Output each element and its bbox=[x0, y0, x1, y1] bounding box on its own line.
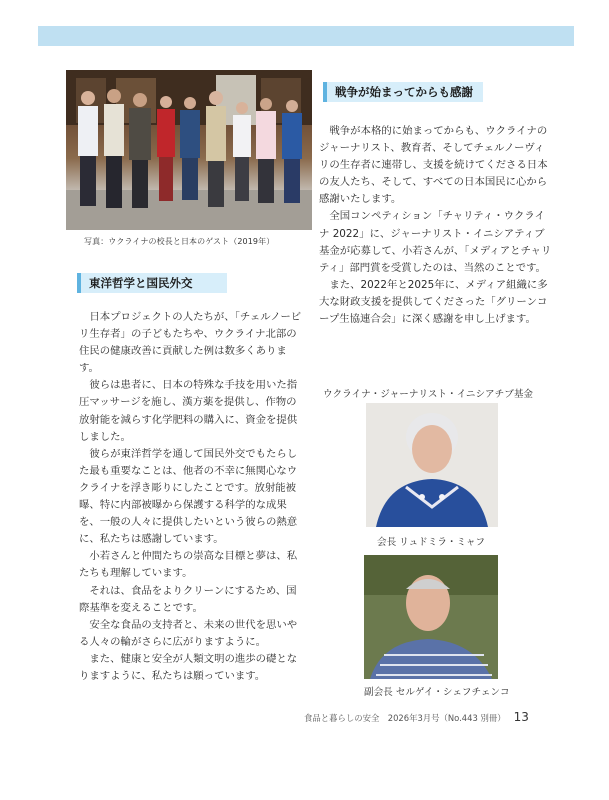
paragraph: 彼らが東洋哲学を通して国民外交でもたらした最も重要なことは、他者の不幸に無関心なウクライナを浮き彫りにしたことです。放射能被曝、特に内部被曝から保護する科学的な成果を、一般の人々に提供したいという彼らの熱意に、私たちは感謝しています。 bbox=[79, 447, 298, 546]
portrait-president-caption: 会長 リュドミラ・ミャフ bbox=[377, 537, 486, 548]
portrait-president bbox=[366, 403, 498, 527]
left-column-text bbox=[79, 309, 305, 685]
paragraph: 戦争が本格的に始まってからも、ウクライナのジャーナリスト、教育者、そしてチェルノーヴィリの生存者に連帯し、支援を続けてくださる日本の友人たち、そして、すべての日本国民に心から感謝いたします。 bbox=[319, 125, 548, 206]
paragraph: また、健康と安全が人類文明の進歩の礎となりますように、私たちは願っています。 bbox=[79, 652, 298, 682]
organization-name: ウクライナ・ジャーナリスト・イニシアチブ基金 bbox=[323, 389, 534, 400]
header-band bbox=[38, 26, 574, 46]
page-number: 13 bbox=[513, 710, 529, 724]
group-photo-illustration bbox=[66, 70, 312, 230]
group-photo bbox=[66, 70, 312, 230]
section-heading-eastern-philosophy: 東洋哲学と国民外交 bbox=[77, 273, 227, 293]
section-heading-gratitude: 戦争が始まってからも感謝 bbox=[323, 82, 483, 102]
paragraph: また、2022年と2025年に、メディア組織に多大な財政支援を提供してくださった「グリーンコープ生協連合会」に深く感謝を申し上げます。 bbox=[319, 278, 548, 326]
paragraph: 日本プロジェクトの人たちが、「チェルノービリ生存者」の子どもたちや、ウクライナ北部の住民の健康改善に貢献した例は数多くあります。 bbox=[79, 311, 302, 375]
portrait-vice-president-caption: 副会長 セルゲイ・シェフチェンコ bbox=[364, 687, 510, 698]
portrait-vice-president bbox=[364, 555, 498, 679]
photo-caption: 写真：ウクライナの校長と日本のゲスト（2019年） bbox=[84, 237, 275, 246]
paragraph: 全国コンペティション「チャリティ・ウクライナ 2022」に、ジャーナリスト・イニシアティブ基金が応募して、小若さんが、「メディアとチャリティ」部門賞を受賞したのは、当然のことです。 bbox=[319, 210, 552, 274]
page-footer bbox=[304, 710, 544, 724]
paragraph: それは、食品をよりクリーンにするため、国際基準を変えることです。 bbox=[79, 584, 297, 614]
right-column-text bbox=[319, 123, 553, 328]
portrait-vice-president-illustration bbox=[364, 555, 498, 679]
paragraph: 安全な食品の支持者と、未来の世代を思いやる人々の輪がさらに広がりますように。 bbox=[79, 618, 298, 648]
publication-info: 食品と暮らしの安全 2026年3月号（No.443 別冊） bbox=[304, 713, 506, 723]
paragraph: 小若さんと仲間たちの崇高な目標と夢は、私たちも理解しています。 bbox=[79, 550, 298, 580]
paragraph: 彼らは患者に、日本の特殊な手技を用いた指圧マッサージを施し、漢方薬を提供し、作物の放射能を減らす化学肥料の購入に、資金を提供しました。 bbox=[79, 379, 298, 443]
portrait-president-illustration bbox=[366, 403, 498, 527]
